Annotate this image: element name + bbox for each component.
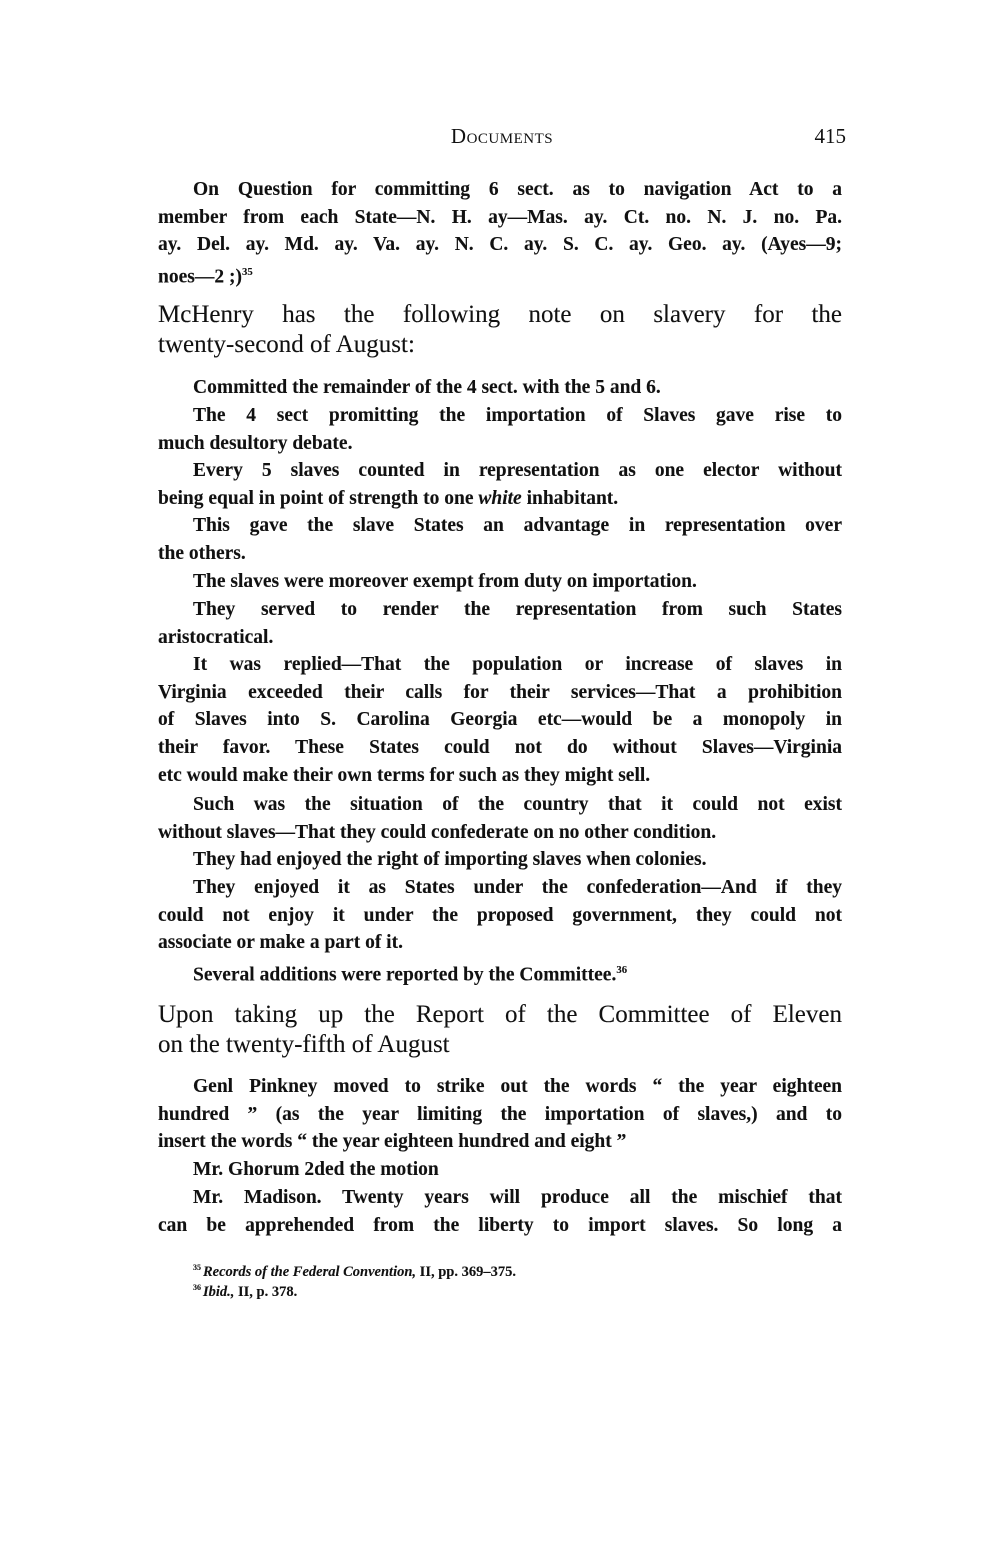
paragraph (158, 1184, 842, 1239)
text-line: McHenry has the following note on slavery for the (158, 301, 842, 328)
text-line: without slaves—That they could confederate on no other condition. (158, 821, 717, 843)
text-line: can be apprehended from the liberty to import slaves. So long a (158, 1214, 842, 1236)
text-line: insert the words “ the year eighteen hundred and eight ” (158, 1131, 627, 1153)
text-segment: II, pp. 369–375. (416, 1263, 516, 1280)
text-line: member from each State—N. H. ay—Mas. ay. Ct. no. N. J. no. Pa. (158, 206, 842, 228)
text-line: Genl Pinkney moved to strike out the words “ the year eighteen (193, 1076, 842, 1097)
text-line: of Slaves into S. Carolina Georgia etc—would be a monopoly in (158, 709, 842, 731)
text-line: their favor. These States could not do without Slaves—Virginia (158, 737, 842, 759)
text-line: This gave the slave States an advantage in representation over (193, 515, 842, 536)
text-line: Upon taking up the Report of the Committee of Eleven (158, 1001, 842, 1028)
text-line: The slaves were moreover exempt from duty on importation. (193, 571, 697, 592)
text-segment: inhabitant. (521, 487, 619, 509)
paragraph (158, 568, 842, 596)
footnote-marker: 36 (193, 1283, 203, 1292)
paragraph (158, 457, 842, 512)
paragraph (158, 874, 842, 957)
paragraph (158, 1156, 842, 1184)
text-line: Every 5 slaves counted in representation as one elector without (193, 460, 842, 481)
paragraph (158, 846, 842, 874)
footnote (158, 1278, 842, 1298)
text-line: Mr. Madison. Twenty years will produce all the mischief that (193, 1187, 842, 1208)
text-line: They served to render the representation from such States (193, 599, 842, 620)
text-line: Virginia exceeded their calls for their services—That a prohibition (158, 681, 842, 703)
footnote (158, 1258, 842, 1278)
footnotes (158, 1258, 842, 1298)
text-segment: noes—2 ;) (158, 266, 242, 288)
text-line: twenty-second of August: (158, 331, 415, 358)
running-title: Documents (450, 124, 554, 148)
text-line: Such was the situation of the country that it could not exist (193, 794, 842, 815)
text-segment: being equal in point of strength to one (158, 487, 479, 509)
page-number: 415 (814, 124, 846, 148)
paragraph (158, 651, 842, 789)
text-line (158, 259, 842, 287)
paragraph (158, 957, 842, 985)
text-segment: II, p. 378. (234, 1283, 298, 1300)
text-line: They had enjoyed the right of importing slaves when colonies. (193, 849, 707, 870)
text-line: ay. Del. ay. Md. ay. Va. ay. N. C. ay. S. C. ay. Geo. ay. (Ayes—9; (158, 234, 842, 256)
footnote-marker: 35 (193, 1263, 203, 1272)
footnote-marker: 35 (241, 266, 253, 279)
text-line: much desultory debate. (158, 432, 353, 454)
text-line: The 4 sect promitting the importation of Slaves gave rise to (193, 405, 842, 426)
text-segment: Ibid., (202, 1283, 235, 1300)
text-line: could not enjoy it under the proposed government, they could not (158, 904, 842, 926)
text-line: aristocratical. (158, 626, 274, 648)
text-line: Committed the remainder of the 4 sect. with the 5 and 6. (193, 377, 661, 398)
text-segment: white (478, 487, 522, 509)
section-heading (158, 300, 842, 360)
paragraph (158, 176, 842, 287)
text-line: They enjoyed it as States under the confederation—And if they (193, 877, 842, 898)
paragraph (158, 374, 842, 402)
text-line: etc would make their own terms for such as they might sell. (158, 764, 651, 786)
text-line: On Question for committing 6 sect. as to navigation Act to a (193, 179, 842, 200)
text-line: hundred ” (as the year limiting the importation of slaves,) and to (158, 1103, 842, 1125)
paragraph (158, 791, 842, 846)
text-segment: Records of the Federal Convention, (202, 1263, 417, 1280)
paragraph (158, 512, 842, 567)
text-line: Mr. Ghorum 2ded the motion (193, 1159, 439, 1180)
footnote-marker: 36 (616, 964, 628, 976)
paragraph (158, 402, 842, 457)
paragraph (158, 1073, 842, 1156)
paragraph (158, 596, 842, 651)
text-line (158, 957, 842, 985)
text-line: the others. (158, 542, 246, 564)
text-line: It was replied—That the population or increase of slaves in (193, 654, 842, 675)
section-heading (158, 1000, 842, 1060)
text-line: associate or make a part of it. (158, 932, 403, 954)
running-header (158, 124, 846, 154)
text-line (158, 485, 842, 513)
text-line: on the twenty-fifth of August (158, 1031, 450, 1058)
text-segment: Several additions were reported by the Committee. (193, 964, 617, 986)
